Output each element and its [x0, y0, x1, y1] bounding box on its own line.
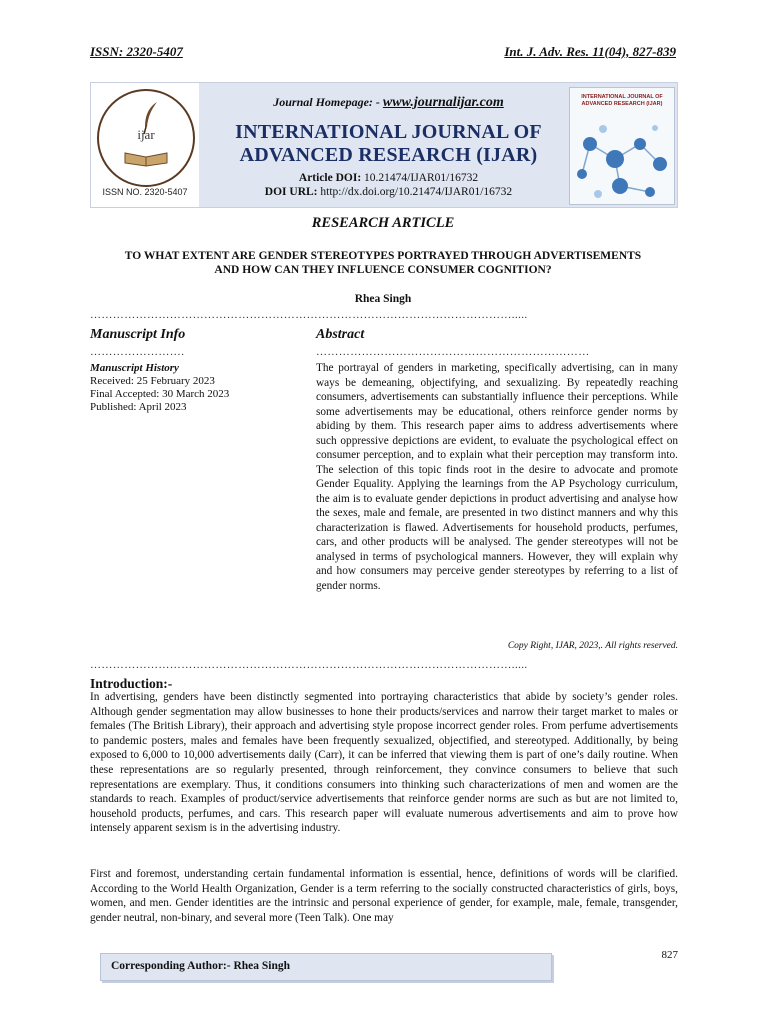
abstract-dots: ………………………………………………………………	[316, 346, 590, 358]
journal-banner	[90, 82, 678, 208]
article-type: RESEARCH ARTICLE	[311, 215, 455, 231]
molecule-icon	[570, 114, 674, 204]
manuscript-dots: …………………….	[90, 346, 185, 358]
article-title-line2: AND HOW CAN THEY INFLUENCE CONSUMER COGNITION?	[214, 264, 552, 276]
citation-text: Int. J. Adv. Res. 11(04), 827-839	[504, 44, 676, 59]
received-date: Received: 25 February 2023	[90, 375, 215, 387]
homepage-link[interactable]: www.journalijar.com	[382, 95, 504, 110]
doi-url-link[interactable]: http://dx.doi.org/10.21474/IJAR01/16732	[320, 186, 513, 198]
journal-logo	[91, 83, 199, 207]
corresponding-author-box	[100, 953, 552, 981]
manuscript-info-heading: Manuscript Info	[90, 327, 186, 342]
journal-title-line2: ADVANCED RESEARCH (IJAR)	[239, 144, 538, 166]
separator-bottom: ………………………………………………………………………………………………….....	[90, 659, 528, 671]
manuscript-history	[90, 362, 229, 414]
article-title	[96, 249, 670, 277]
book-icon	[123, 147, 169, 167]
journal-title	[211, 121, 566, 167]
author-name: Rhea Singh	[354, 293, 412, 305]
issn-text: ISSN: 2320-5407	[90, 44, 183, 59]
separator-top: ………………………………………………………………………………………………….....	[90, 309, 528, 321]
intro-paragraph-1: In advertising, genders have been distinctly segmented into portraying characteristics that abide by society’s gender roles. Although gender segmentation may allow businesses to hone their products/services and narrow their target market to males or females (The British Library), their approach and advertising style propose incorrect gender roles. From perfume advertisements to pandemic posters, males and females have been frequently sexualized, objectified, and stereotyped. Additionally, by being exposed to 6,000 to 10,000 advertisements daily (Carr), it can be inferred that viewing them is part of one’s daily routine. When these representations are so regularly presented, through reinforcement, they convince consumers to believe that such representations are exemplary. Thus, it conditions consumers into thinking such characterizations of men and women are the standards to reach. Examples of product/service advertisements that reinforce gender norms are such as but are not limited to, household products, perfumes, and cars. This research paper will evaluate numerous advertisements and aim to prove how intensely apparent sexism is in the advertising industry.	[90, 691, 678, 835]
doi-value: 10.21474/IJAR01/16732	[364, 172, 479, 184]
accepted-date: Final Accepted: 30 March 2023	[90, 388, 230, 400]
published-date: Published: April 2023	[90, 401, 187, 413]
abstract-text: The portrayal of genders in marketing, specifically advertising, can in many ways be demeaning, objectifying, and sexualizing. By repeatedly reaching consumers, advertisements can substantially influence their perceptions. While some advertisements may be educational, others reinforce gender norms by abiding by them. This research paper aims to address advertisements where such oppressive depictions are evident, to evaluate the psychological effect on consumer perception, and to explain what their perception may transform into. The selection of this topic finds root in the desire to advocate and promote Gender Equality. Applying the learnings from the AP Psychology curriculum, the aim is to evaluate gender depictions in product advertising and analyse how the sexes, male and female, are presented in two distinct manners and why this characterization is flawed. Advertisements for household products, perfumes, cars, and other products will be analysed. The gender stereotypes will not be analysed in terms of psychological manners. However, they will explain why and how consumers may perceive gender stereotypes by referring to a list of gender norms.	[316, 362, 678, 592]
doi-label: Article DOI:	[298, 172, 362, 184]
article-title-line1: TO WHAT EXTENT ARE GENDER STEREOTYPES PORTRAYED THROUGH ADVERTISEMENTS	[124, 250, 642, 262]
intro-paragraph-2: First and foremost, understanding certain fundamental information is essential, hence, definitions of words will be clarified. According to the World Health Organization, Gender is a term referring to the socially constructed characteristics of girls, boys, women, and men. Gender identities are the intrinsic and personal experience of gender, for example, male, female, transgender, gender neutral, non-binary, and several more (Teen Talk). One may	[90, 868, 678, 924]
copyright-notice: Copy Right, IJAR, 2023,. All rights reserved.	[507, 641, 678, 651]
cover-title: INTERNATIONAL JOURNAL OF ADVANCED RESEARCH (IJAR)	[581, 94, 663, 107]
logo-circle	[97, 89, 195, 187]
homepage-label: Journal Homepage: -	[273, 95, 380, 109]
logo-issn: ISSN NO. 2320-5407	[102, 187, 188, 197]
journal-title-line1: INTERNATIONAL JOURNAL OF	[235, 121, 542, 143]
abstract-heading: Abstract	[316, 327, 365, 342]
doi-url-label: DOI URL:	[264, 186, 318, 198]
introduction-heading: Introduction:-	[90, 676, 173, 691]
logo-text: ijar	[137, 127, 155, 142]
page-number: 827	[661, 949, 678, 961]
doi-block	[211, 171, 566, 199]
manuscript-history-heading: Manuscript History	[90, 362, 179, 374]
journal-homepage	[211, 95, 566, 111]
journal-cover-image	[569, 87, 675, 205]
corresponding-author-text: Corresponding Author:- Rhea Singh	[111, 960, 291, 972]
